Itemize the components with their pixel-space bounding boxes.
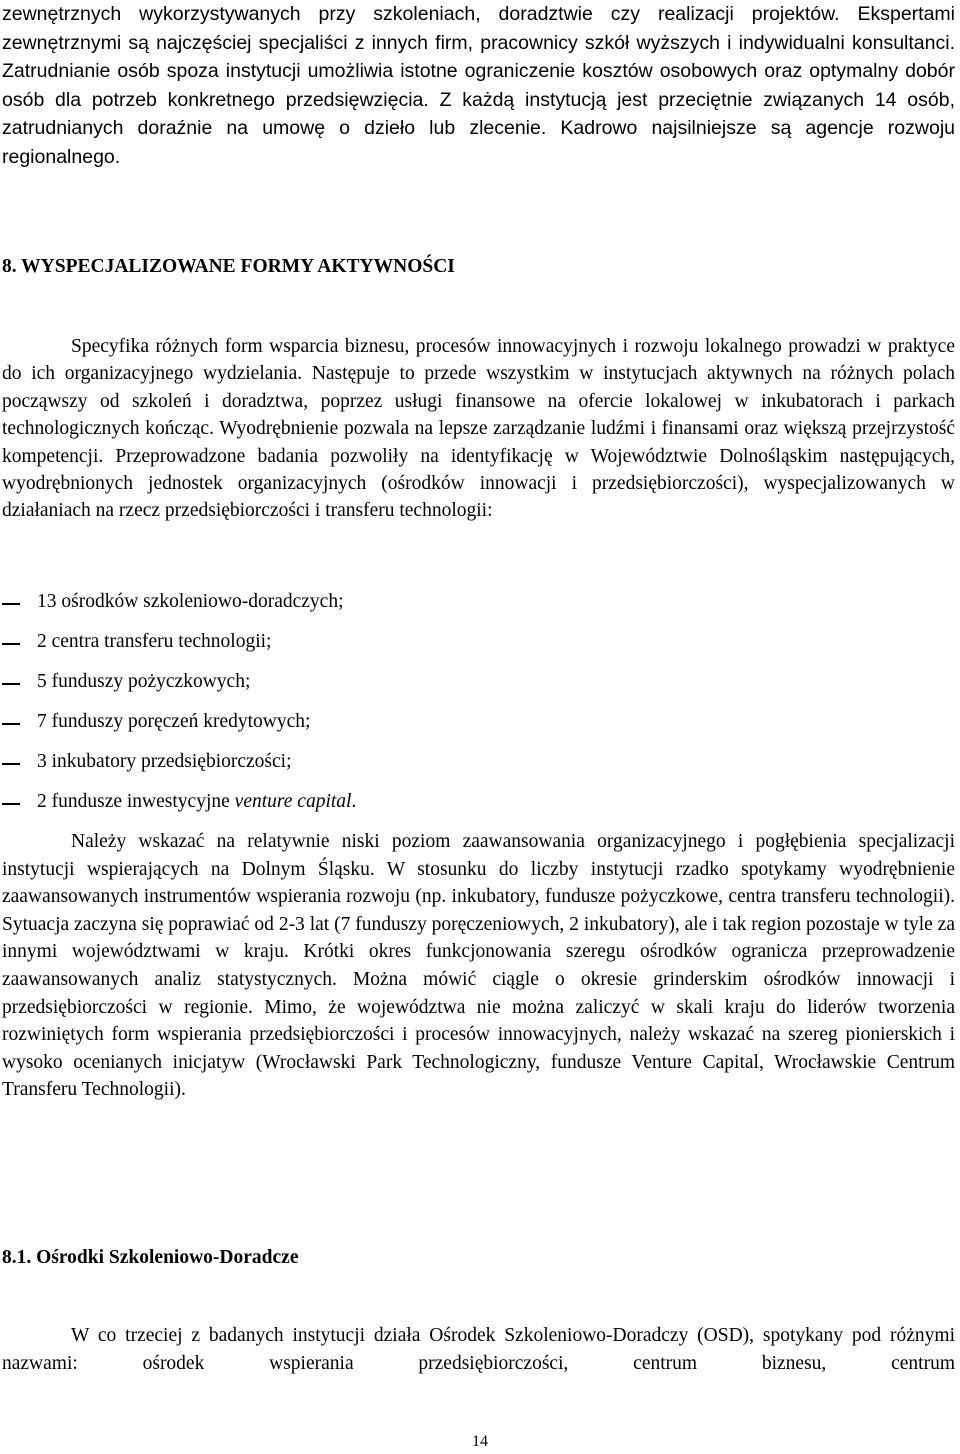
dash-bullet-icon [2, 643, 20, 645]
list-item-text: 2 centra transferu technologii; [37, 631, 272, 652]
list-item-text-group [37, 788, 356, 816]
list-item-text: 13 ośrodków szkoleniowo-doradczych; [37, 591, 344, 612]
dash-bullet-icon [2, 723, 20, 725]
section-heading-8: 8. WYSPECJALIZOWANE FORMY AKTYWNOŚCI [2, 256, 455, 277]
second-paragraph [2, 828, 955, 1104]
list-item-text: 2 fundusze inwestycyjne [37, 791, 230, 812]
list-item [0, 708, 960, 748]
last-paragraph-text: W co trzeciej z badanych instytucji działa Ośrodek Szkoleniowo-Doradczy (OSD), spotykany pod różnymi nazwami: ośrodek wspierania przedsiębiorczości, centrum biznesu, centrum [2, 1325, 955, 1374]
dash-bullet-icon [2, 603, 20, 605]
list-item-text: 5 funduszy pożyczkowych; [37, 671, 251, 692]
section-8-paragraph [2, 333, 955, 525]
list-item [0, 748, 960, 788]
section-8-paragraph-text: Specyfika różnych form wsparcia biznesu, procesów innowacyjnych i rozwoju lokalnego prowadzi w praktyce do ich organizacyjnego wydzielania. Następuje to przede wszystkim w instytucjach aktywnych na różnych polach począwszy od szkoleń i doradztwa, poprzez usługi finansowe na ofercie lokalowej w inkubatorach i parkach technologicznych kończąc. Wyodrębnienie pozwala na lepsze zarządzanie ludźmi i finansami oraz większą przejrzystość kompetencji. Przeprowadzone badania pozwoliły na identyfikację w Województwie Dolnośląskim następujących, wyodrębnionych jednostek organizacyjnych (ośrodków innowacji i przedsiębiorczości), wyspecjalizowanych w działaniach na rzecz przedsiębiorczości i transferu technologii: [2, 336, 955, 522]
institution-list [0, 588, 960, 828]
second-paragraph-text: Należy wskazać na relatywnie niski poziom zaawansowania organizacyjnego i pogłębienia specjalizacji instytucji wspierających na Dolnym Śląsku. W stosunku do liczby instytucji rzadko spotykamy wyodrębnienie zaawansowanych instrumentów wspierania rozwoju (np. inkubatory, fundusze pożyczkowe, centra transferu technologii). Sytuacja zaczyna się poprawiać od 2-3 lat (7 funduszy poręczeniowych, 2 inkubatory), ale i tak region pozostaje w tyle za innymi województwami w kraju. Krótki okres funkcjonowania szeregu ośrodków ogranicza przeprowadzenie zaawansowanych analiz statystycznych. Można mówić ciągle o okresie grinderskim ośrodków innowacji i przedsiębiorczości w regionie. Mimo, że województwa nie można zaliczyć w skali kraju do liderów tworzenia rozwiniętych form wspierania przedsiębiorczości i procesów innowacyjnych, należy wskazać na szereg pionierskich i wysoko ocenianych inicjatyw (Wrocławski Park Technologiczny, fundusze Venture Capital, Wrocławskie Centrum Transferu Technologii). [2, 831, 955, 1101]
intro-paragraph: zewnętrznych wykorzystywanych przy szkoleniach, doradztwie czy realizacji projektów. Ekspertami zewnętrznymi są najczęściej specjaliści z innych firm, pracownicy szkół wyższych i indywidualni konsultanci. Zatrudnianie osób spoza instytucji umożliwia istotne ograniczenie kosztów osobowych oraz optymalny dobór osób dla potrzeb konkretnego przedsięwzięcia. Z każdą instytucją jest przeciętnie związanych 14 osób, zatrudnianych doraźnie na umowę o dzieło lub zlecenie. Kadrowo najsilniejsze są agencje rozwoju regionalnego. [2, 3, 955, 168]
dash-bullet-icon [2, 803, 20, 805]
list-item [0, 588, 960, 628]
list-item-text: 7 funduszy poręczeń kredytowych; [37, 711, 311, 732]
last-paragraph [2, 1322, 955, 1377]
page-number: 14 [472, 1433, 488, 1450]
list-item [0, 628, 960, 668]
list-item-italic-text: venture capital [234, 791, 352, 812]
section-heading-8-1: 8.1. Ośrodki Szkoleniowo-Doradcze [2, 1247, 299, 1268]
list-item [0, 788, 960, 828]
dash-bullet-icon [2, 683, 20, 685]
list-item [0, 668, 960, 708]
dash-bullet-icon [2, 763, 20, 765]
list-item-text: 3 inkubatory przedsiębiorczości; [37, 751, 292, 772]
list-item-end: . [351, 791, 357, 812]
